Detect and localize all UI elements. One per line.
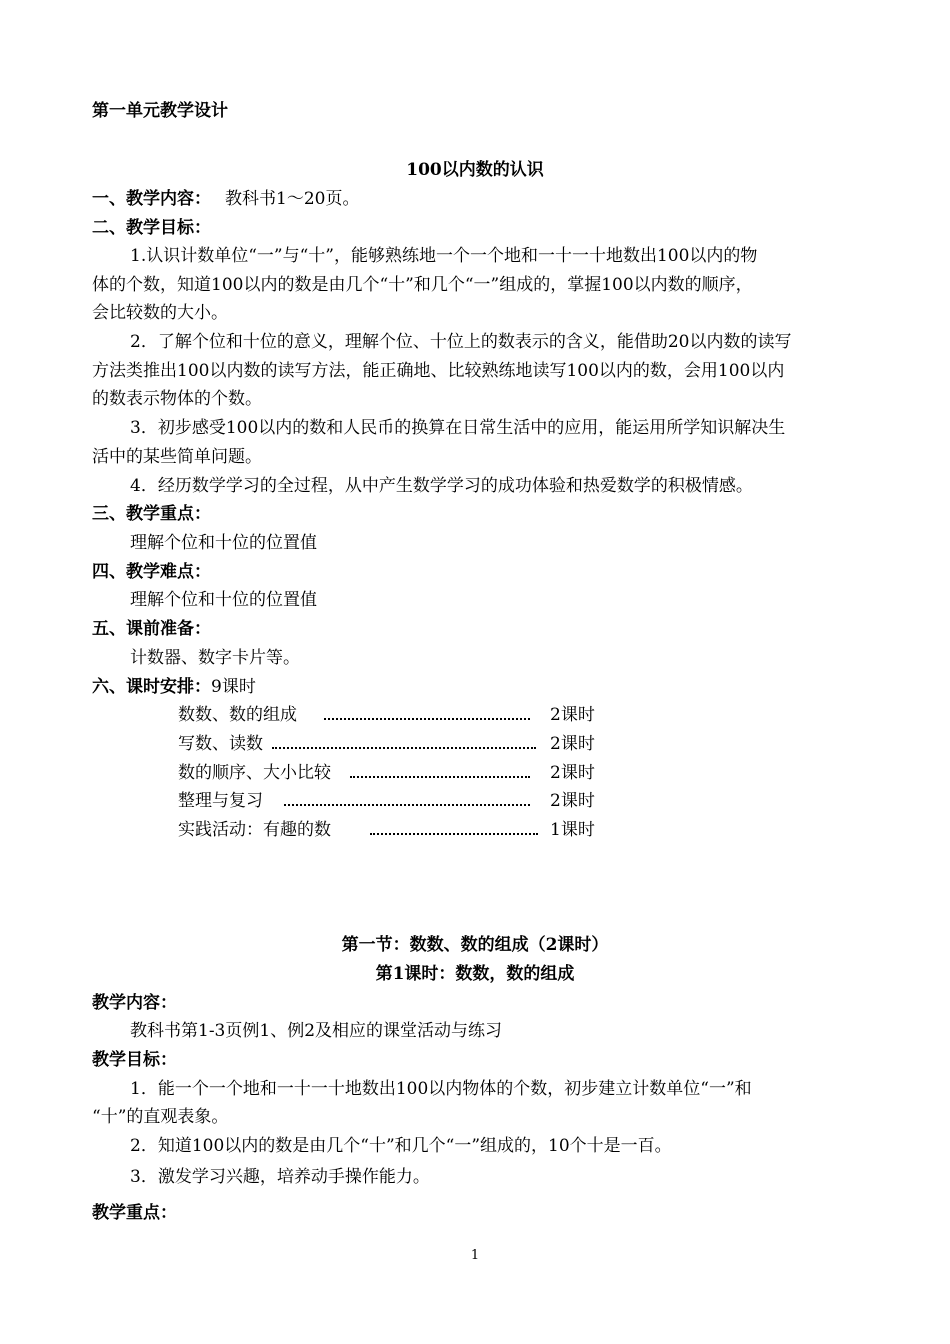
goal-3-line-2: 活中的某些简单问题。 (92, 447, 262, 467)
section-key-points-label: 三、教学重点： (92, 504, 211, 524)
schedule-hours: 2课时 (550, 734, 595, 754)
section-teaching-goals-label: 二、教学目标： (92, 218, 211, 238)
schedule-item: 整理与复习 (178, 791, 263, 811)
schedule-hours: 2课时 (550, 763, 595, 783)
lesson-goal-line: 1．能一个一个地和一十一十地数出100以内物体的个数，初步建立计数单位“一”和 (130, 1079, 752, 1099)
leader-dots (324, 718, 530, 720)
goal-4-line-1: 4．经历数学学习的全过程，从中产生数学学习的成功体验和热爱数学的积极情感。 (130, 476, 753, 496)
lesson-goals-label: 教学目标： (92, 1050, 177, 1070)
difficulties-text: 理解个位和十位的位置值 (130, 590, 317, 610)
goal-3-line-1: 3．初步感受100以内的数和人民币的换算在日常生活中的应用，能运用所学知识解决生 (130, 418, 786, 438)
goal-1-line-1: 1.认识计数单位“一”与“十”，能够熟练地一个一个地和一十一十地数出100以内的物 (130, 246, 758, 266)
leader-dots (284, 804, 530, 806)
schedule-item: 数的顺序、大小比较 (178, 763, 331, 783)
goal-1-line-3: 会比较数的大小。 (92, 303, 228, 323)
lesson-content-label: 教学内容： (92, 993, 177, 1013)
schedule-hours: 1课时 (550, 820, 595, 840)
schedule-item: 实践活动：有趣的数 (178, 820, 331, 840)
section-schedule (92, 676, 256, 698)
section-text: 教科书1～20页。 (225, 189, 360, 209)
section-label: 一、教学内容： (92, 189, 211, 209)
unit-title: 第一单元教学设计 (92, 101, 228, 121)
schedule-hours: 2课时 (550, 705, 595, 725)
lesson-goal-line: 2．知道100以内的数是由几个“十”和几个“一”组成的，10个十是一百。 (130, 1136, 672, 1156)
section-label: 六、课时安排： (92, 677, 211, 697)
leader-dots (370, 833, 538, 835)
lesson-goal-line: “十”的直观表象。 (92, 1107, 229, 1127)
section-difficulties-label: 四、教学难点： (92, 562, 211, 582)
main-title: 100以内数的认识 (406, 160, 544, 180)
schedule-item: 写数、读数 (178, 734, 263, 754)
section-teaching-content (92, 188, 359, 210)
goal-1-line-2: 体的个数，知道100以内的数是由几个“十”和几个“一”组成的，掌握100以内数的顺序， (92, 275, 753, 295)
preparation-text: 计数器、数字卡片等。 (130, 648, 300, 668)
leader-dots (272, 747, 536, 749)
section1-title: 第一节：数数、数的组成（2课时） (341, 935, 609, 955)
goal-2-line-3: 的数表示物体的个数。 (92, 389, 262, 409)
goal-2-line-2: 方法类推出100以内数的读写方法，能正确地、比较熟练地读写100以内的数，会用100以内 (92, 361, 785, 381)
section-preparation-label: 五、课前准备： (92, 619, 211, 639)
lesson-content-text: 教科书第1-3页例1、例2及相应的课堂活动与练习 (130, 1021, 503, 1041)
lesson-focus-label: 教学重点： (92, 1203, 177, 1223)
schedule-hours: 2课时 (550, 791, 595, 811)
section-text: 9课时 (211, 677, 256, 697)
leader-dots (350, 776, 530, 778)
goal-2-line-1: 2．了解个位和十位的意义，理解个位、十位上的数表示的含义，能借助20以内数的读写 (130, 332, 792, 352)
lesson1-title: 第1课时：数数，数的组成 (375, 964, 575, 984)
lesson-goal-line: 3．激发学习兴趣，培养动手操作能力。 (130, 1167, 430, 1187)
key-points-text: 理解个位和十位的位置值 (130, 533, 317, 553)
schedule-item: 数数、数的组成 (178, 705, 297, 725)
page-number: 1 (470, 1248, 480, 1263)
